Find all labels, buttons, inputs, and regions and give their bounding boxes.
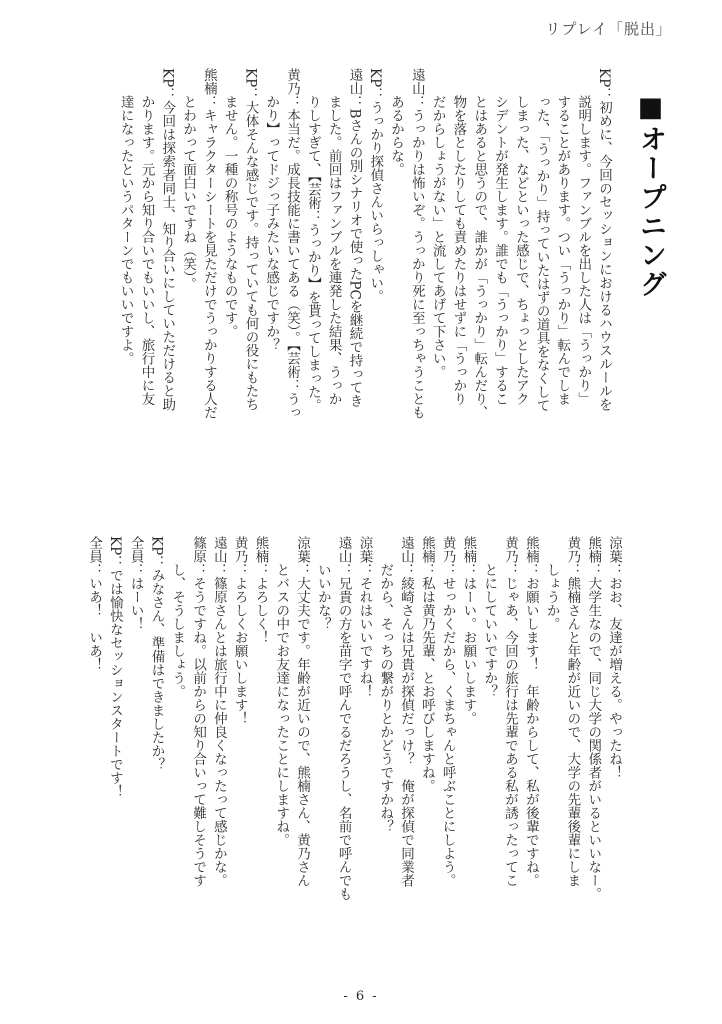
dialogue-line: あるからな。	[388, 68, 405, 176]
dialogue-line: 涼葉：大丈夫です。年齢が近いので、熊楠さん、黄乃さん	[294, 536, 311, 887]
dialogue-line: 篠原：そうですね。以前からの知り合いって難しそうです	[190, 536, 207, 887]
dialogue-line: 熊楠：はーい。お願いします。	[460, 536, 477, 725]
dialogue-line: 黄乃：よろしくお願いします！	[231, 536, 248, 725]
dialogue-line: とバスの中でお友達になったことにしますね。	[273, 536, 290, 847]
dialogue-line: 遠山：Bさんの別シナリオで使ったPCを継続で持ってき	[346, 68, 363, 408]
dialogue-line: 熊楠：大学生なので、同じ大学の関係者がいるといいなー。	[585, 536, 602, 901]
dialogue-line: 黄乃：せっかくだから、くまちゃんと呼ぶことにしよう。	[439, 536, 456, 887]
dialogue-line: 全員：いあ！ いあ！	[86, 536, 103, 671]
dialogue-line: 全員：はーい！	[127, 536, 144, 631]
dialogue-line: った、「うっかり」持っていたはずの道具をなくして	[533, 68, 550, 413]
dialogue-line: 物を落としたりしても責めたりはせずに「うっかり	[450, 68, 467, 406]
dialogue-line: KP：初めに、今回のセッションにおけるハウスルールを	[596, 68, 612, 412]
dialogue-line: 涼葉：おお、友達が増える。やったね！	[606, 536, 622, 779]
dialogue-line: だから、そっちの繋がりとかどうですかね？	[377, 536, 394, 833]
dialogue-line: りしすぎて、【芸術：うっかり】を貰ってしまった。	[304, 68, 321, 413]
dialogue-line: ました。前回はファンブルを連発した結果、うっか	[325, 68, 342, 406]
dialogue-line: 熊楠：よろしく！	[252, 536, 269, 644]
dialogue-line: しょうか。	[543, 536, 560, 631]
dialogue-line: ません。一種の称号のようなものです。	[221, 68, 238, 338]
dialogue-line: KP：みなさん、準備はできましたか？	[148, 536, 165, 772]
dialogue-line: しまった、などといった感じで、ちょっとしたアク	[512, 68, 529, 406]
dialogue-line: 熊楠：キャラクターシートを見ただけでうっかりする人だ	[200, 68, 217, 419]
dialogue-line: 黄乃：じゃあ、今回の旅行は先輩である私が誘ったってこ	[502, 536, 519, 887]
dialogue-line: 遠山：綾崎さんは兄貴が探偵だっけ？ 俺が探偵で同業者	[398, 536, 415, 887]
dialogue-line: とにしていいですか？	[481, 536, 498, 698]
dialogue-line: KP：うっかり探偵さんいらっしゃい。	[367, 68, 384, 304]
dialogue-line: 熊楠：お願いします！ 年齢からして、私が後輩ですね。	[522, 536, 539, 887]
dialogue-line: かります。元から知り合いでもいいし、旅行中に友	[138, 68, 155, 406]
dialogue-line: KP：では愉快なセッションスタートです！	[106, 536, 123, 799]
dialogue-line: し、そうしましょう。	[169, 536, 186, 698]
dialogue-line: 達になったというパターンでもいいですよ。	[117, 68, 134, 365]
dialogue-line: いいかな？	[314, 536, 331, 631]
page-number: - 6 -	[343, 989, 379, 1004]
dialogue-line: だからしょうがない」と流してあげて下さい。	[429, 68, 446, 379]
dialogue-line: 遠山：うっかりは怖いぞ。うっかり死に至っちゃうことも	[408, 68, 425, 419]
dialogue-line: とはあると思うので、誰かが「うっかり」転んだり、	[471, 68, 488, 419]
dialogue-line: 遠山：兄貴の方を苗字で呼んでるだろうし、名前で呼んでも	[335, 536, 352, 901]
dialogue-line: KP：今回は探索者同士、知り合いにしていただけると助	[159, 68, 176, 412]
section-title: ■オープニング	[635, 92, 666, 299]
dialogue-line: 黄乃：本当だ。成長技能に書いてある（笑）。【芸術：うっ	[284, 68, 301, 419]
dialogue-line: 涼葉：それはいいですね！	[356, 536, 373, 698]
dialogue-line: 遠山：篠原さんとは旅行中に仲良くなったって感じかな。	[210, 536, 227, 887]
dialogue-line: することがあります。つい「うっかり」転んでしま	[554, 68, 571, 406]
upper-text-block	[115, 68, 614, 498]
running-header: リプレイ「脱出」	[545, 20, 672, 38]
dialogue-line: 熊楠：私は黄乃先輩、とお呼びしますね。	[418, 536, 435, 793]
dialogue-line: とわかって面白いですね（笑）。	[180, 68, 197, 291]
dialogue-line: KP：大体そんな感じです。持っていても何の役にもたち	[242, 68, 259, 412]
dialogue-line: 黄乃：熊楠さんと年齢が近いので、大学の先輩後輩にしま	[564, 536, 581, 887]
dialogue-line: かり】ってドジっ子みたいな感じですか？	[263, 68, 280, 352]
lower-text-block	[83, 536, 624, 960]
dialogue-line: 説明します。ファンブルを出した人は「うっかり」	[575, 68, 592, 406]
dialogue-line: シデントが発生します。誰でも「うっかり」するこ	[492, 68, 509, 406]
